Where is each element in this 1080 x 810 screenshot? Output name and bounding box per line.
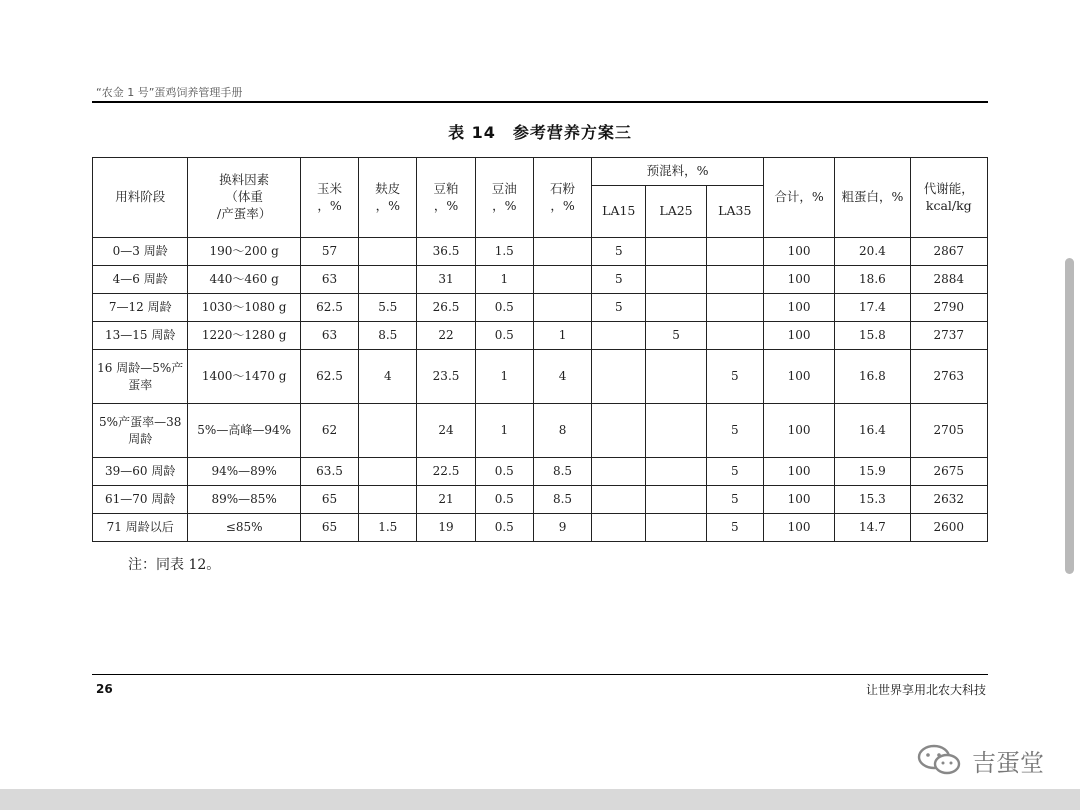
table-row bbox=[93, 322, 988, 350]
header-limestone-line: ，% bbox=[550, 197, 575, 213]
cell-energy: 2600 bbox=[910, 514, 987, 542]
table-row bbox=[93, 238, 988, 266]
cell-limestone: 8 bbox=[533, 404, 591, 458]
cell-soymeal: 23.5 bbox=[417, 350, 475, 404]
table-row bbox=[93, 350, 988, 404]
cell-soyoil: 0.5 bbox=[475, 486, 533, 514]
cell-factor: 89%—85% bbox=[188, 486, 300, 514]
cell-soyoil: 0.5 bbox=[475, 294, 533, 322]
cell-stage: 5%产蛋率—38 周龄 bbox=[93, 404, 188, 458]
cell-factor: 1030～1080 g bbox=[188, 294, 300, 322]
cell-protein: 16.8 bbox=[835, 350, 910, 404]
cell-la25 bbox=[646, 486, 706, 514]
cell-soyoil: 1.5 bbox=[475, 238, 533, 266]
header-corn-line: 玉米 bbox=[317, 180, 343, 196]
header-energy-line: 代谢能， bbox=[923, 180, 974, 196]
cell-protein: 15.8 bbox=[835, 322, 910, 350]
cell-limestone: 4 bbox=[533, 350, 591, 404]
page-header: “农金 1 号”蛋鸡饲养管理手册 bbox=[96, 86, 243, 99]
cell-la25 bbox=[646, 514, 706, 542]
table-row bbox=[93, 458, 988, 486]
header-protein: 粗蛋白，% bbox=[835, 158, 910, 238]
cell-stage: 61—70 周龄 bbox=[93, 486, 188, 514]
cell-total: 100 bbox=[763, 458, 834, 486]
cell-la15 bbox=[592, 514, 646, 542]
cell-la25 bbox=[646, 266, 706, 294]
header-soymeal bbox=[417, 158, 475, 238]
header-limestone bbox=[533, 158, 591, 238]
cell-la25 bbox=[646, 294, 706, 322]
cell-la25 bbox=[646, 458, 706, 486]
cell-la35: 5 bbox=[706, 514, 763, 542]
cell-soyoil: 0.5 bbox=[475, 514, 533, 542]
header-la35: LA35 bbox=[706, 186, 763, 238]
header-factor bbox=[188, 158, 300, 238]
cell-la35 bbox=[706, 322, 763, 350]
cell-bran bbox=[359, 266, 417, 294]
cell-la15 bbox=[592, 458, 646, 486]
cell-la15 bbox=[592, 404, 646, 458]
cell-soyoil: 0.5 bbox=[475, 322, 533, 350]
cell-total: 100 bbox=[763, 514, 834, 542]
table-title: 表 14 参考营养方案三 bbox=[448, 123, 632, 142]
cell-la25: 5 bbox=[646, 322, 706, 350]
cell-la35 bbox=[706, 266, 763, 294]
cell-stage: 39—60 周龄 bbox=[93, 458, 188, 486]
cell-soymeal: 19 bbox=[417, 514, 475, 542]
cell-soymeal: 21 bbox=[417, 486, 475, 514]
cell-soyoil: 1 bbox=[475, 350, 533, 404]
cell-protein: 14.7 bbox=[835, 514, 910, 542]
header-soyoil-line: ，% bbox=[492, 197, 517, 213]
cell-protein: 16.4 bbox=[835, 404, 910, 458]
cell-energy: 2737 bbox=[910, 322, 987, 350]
header-premix: 预混料，% bbox=[592, 158, 764, 186]
cell-bran: 5.5 bbox=[359, 294, 417, 322]
cell-energy: 2867 bbox=[910, 238, 987, 266]
header-bran-line: 麸皮 bbox=[375, 180, 401, 196]
cell-factor: 190～200 g bbox=[188, 238, 300, 266]
header-soyoil-line: 豆油 bbox=[491, 180, 517, 196]
cell-corn: 65 bbox=[300, 514, 358, 542]
footer-slogan: 让世界享用北农大科技 bbox=[865, 683, 986, 697]
header-total: 合计，% bbox=[763, 158, 834, 238]
cell-la15 bbox=[592, 350, 646, 404]
bottom-scrollbar-track[interactable] bbox=[0, 789, 1080, 810]
cell-corn: 62 bbox=[300, 404, 358, 458]
header-bran bbox=[359, 158, 417, 238]
watermark bbox=[914, 742, 1044, 778]
table-note: 注：同表 12。 bbox=[128, 557, 221, 573]
cell-soyoil: 1 bbox=[475, 404, 533, 458]
table-row bbox=[93, 294, 988, 322]
cell-protein: 15.9 bbox=[835, 458, 910, 486]
cell-factor: 5%—高峰—94% bbox=[188, 404, 300, 458]
cell-limestone bbox=[533, 294, 591, 322]
cell-la35 bbox=[706, 238, 763, 266]
cell-total: 100 bbox=[763, 486, 834, 514]
header-la15: LA15 bbox=[592, 186, 646, 238]
cell-energy: 2790 bbox=[910, 294, 987, 322]
cell-factor: ≤85% bbox=[188, 514, 300, 542]
cell-stage: 7—12 周龄 bbox=[93, 294, 188, 322]
cell-soymeal: 22 bbox=[417, 322, 475, 350]
cell-factor: 1220～1280 g bbox=[188, 322, 300, 350]
cell-limestone: 8.5 bbox=[533, 486, 591, 514]
nutrition-table bbox=[92, 157, 988, 542]
cell-total: 100 bbox=[763, 350, 834, 404]
cell-protein: 20.4 bbox=[835, 238, 910, 266]
cell-energy: 2632 bbox=[910, 486, 987, 514]
cell-total: 100 bbox=[763, 238, 834, 266]
header-stage: 用料阶段 bbox=[93, 158, 188, 238]
table-row bbox=[93, 486, 988, 514]
cell-stage: 0—3 周龄 bbox=[93, 238, 188, 266]
cell-bran: 1.5 bbox=[359, 514, 417, 542]
cell-limestone bbox=[533, 266, 591, 294]
cell-corn: 63.5 bbox=[300, 458, 358, 486]
page-number: 26 bbox=[96, 682, 113, 696]
wechat-icon bbox=[914, 742, 966, 778]
cell-energy: 2705 bbox=[910, 404, 987, 458]
cell-la35: 5 bbox=[706, 458, 763, 486]
header-factor-line: 换料因素 bbox=[219, 172, 270, 188]
header-soyoil bbox=[475, 158, 533, 238]
cell-la15: 5 bbox=[592, 238, 646, 266]
table-row bbox=[93, 404, 988, 458]
cell-la15 bbox=[592, 486, 646, 514]
cell-limestone: 1 bbox=[533, 322, 591, 350]
cell-corn: 62.5 bbox=[300, 350, 358, 404]
watermark-text: 吉蛋堂 bbox=[972, 748, 1044, 777]
cell-la35: 5 bbox=[706, 350, 763, 404]
cell-corn: 63 bbox=[300, 266, 358, 294]
cell-bran bbox=[359, 486, 417, 514]
cell-la15: 5 bbox=[592, 294, 646, 322]
cell-la35 bbox=[706, 294, 763, 322]
cell-energy: 2884 bbox=[910, 266, 987, 294]
header-la25: LA25 bbox=[646, 186, 706, 238]
cell-corn: 63 bbox=[300, 322, 358, 350]
table-body bbox=[93, 238, 988, 542]
header-factor-line: （体重 bbox=[225, 189, 263, 205]
cell-protein: 15.3 bbox=[835, 486, 910, 514]
cell-protein: 17.4 bbox=[835, 294, 910, 322]
cell-stage: 4—6 周龄 bbox=[93, 266, 188, 294]
cell-soyoil: 1 bbox=[475, 266, 533, 294]
cell-la25 bbox=[646, 404, 706, 458]
cell-bran: 4 bbox=[359, 350, 417, 404]
cell-corn: 62.5 bbox=[300, 294, 358, 322]
header-corn-line: ，% bbox=[317, 197, 342, 213]
cell-la25 bbox=[646, 238, 706, 266]
cell-energy: 2675 bbox=[910, 458, 987, 486]
cell-soymeal: 22.5 bbox=[417, 458, 475, 486]
cell-factor: 440～460 g bbox=[188, 266, 300, 294]
header-soymeal-line: ，% bbox=[433, 197, 459, 213]
table-row bbox=[93, 514, 988, 542]
cell-protein: 18.6 bbox=[835, 266, 910, 294]
cell-bran: 8.5 bbox=[359, 322, 417, 350]
cell-bran bbox=[359, 238, 417, 266]
header-factor-line: /产蛋率） bbox=[217, 205, 272, 221]
header-rule bbox=[92, 101, 988, 103]
header-corn bbox=[300, 158, 358, 238]
cell-factor: 1400～1470 g bbox=[188, 350, 300, 404]
cell-soymeal: 24 bbox=[417, 404, 475, 458]
cell-soymeal: 36.5 bbox=[417, 238, 475, 266]
cell-corn: 65 bbox=[300, 486, 358, 514]
footer-rule bbox=[92, 674, 988, 675]
cell-corn: 57 bbox=[300, 238, 358, 266]
cell-la35: 5 bbox=[706, 486, 763, 514]
cell-total: 100 bbox=[763, 404, 834, 458]
header-energy bbox=[910, 158, 987, 238]
scrollbar-thumb[interactable] bbox=[1065, 258, 1074, 574]
cell-total: 100 bbox=[763, 266, 834, 294]
cell-limestone bbox=[533, 238, 591, 266]
cell-energy: 2763 bbox=[910, 350, 987, 404]
cell-soyoil: 0.5 bbox=[475, 458, 533, 486]
cell-limestone: 9 bbox=[533, 514, 591, 542]
cell-stage: 16 周龄—5%产蛋率 bbox=[93, 350, 188, 404]
cell-la25 bbox=[646, 350, 706, 404]
header-bran-line: ，% bbox=[375, 197, 400, 213]
cell-la15: 5 bbox=[592, 266, 646, 294]
cell-limestone: 8.5 bbox=[533, 458, 591, 486]
cell-soymeal: 31 bbox=[417, 266, 475, 294]
cell-total: 100 bbox=[763, 294, 834, 322]
header-energy-line: kcal/kg bbox=[925, 197, 972, 213]
header-limestone-line: 石粉 bbox=[550, 180, 576, 196]
cell-soymeal: 26.5 bbox=[417, 294, 475, 322]
cell-la35: 5 bbox=[706, 404, 763, 458]
cell-stage: 71 周龄以后 bbox=[93, 514, 188, 542]
table-row bbox=[93, 266, 988, 294]
cell-bran bbox=[359, 458, 417, 486]
header-soymeal-line: 豆粕 bbox=[433, 180, 459, 196]
cell-la15 bbox=[592, 322, 646, 350]
cell-stage: 13—15 周龄 bbox=[93, 322, 188, 350]
cell-bran bbox=[359, 404, 417, 458]
cell-factor: 94%—89% bbox=[188, 458, 300, 486]
cell-total: 100 bbox=[763, 322, 834, 350]
